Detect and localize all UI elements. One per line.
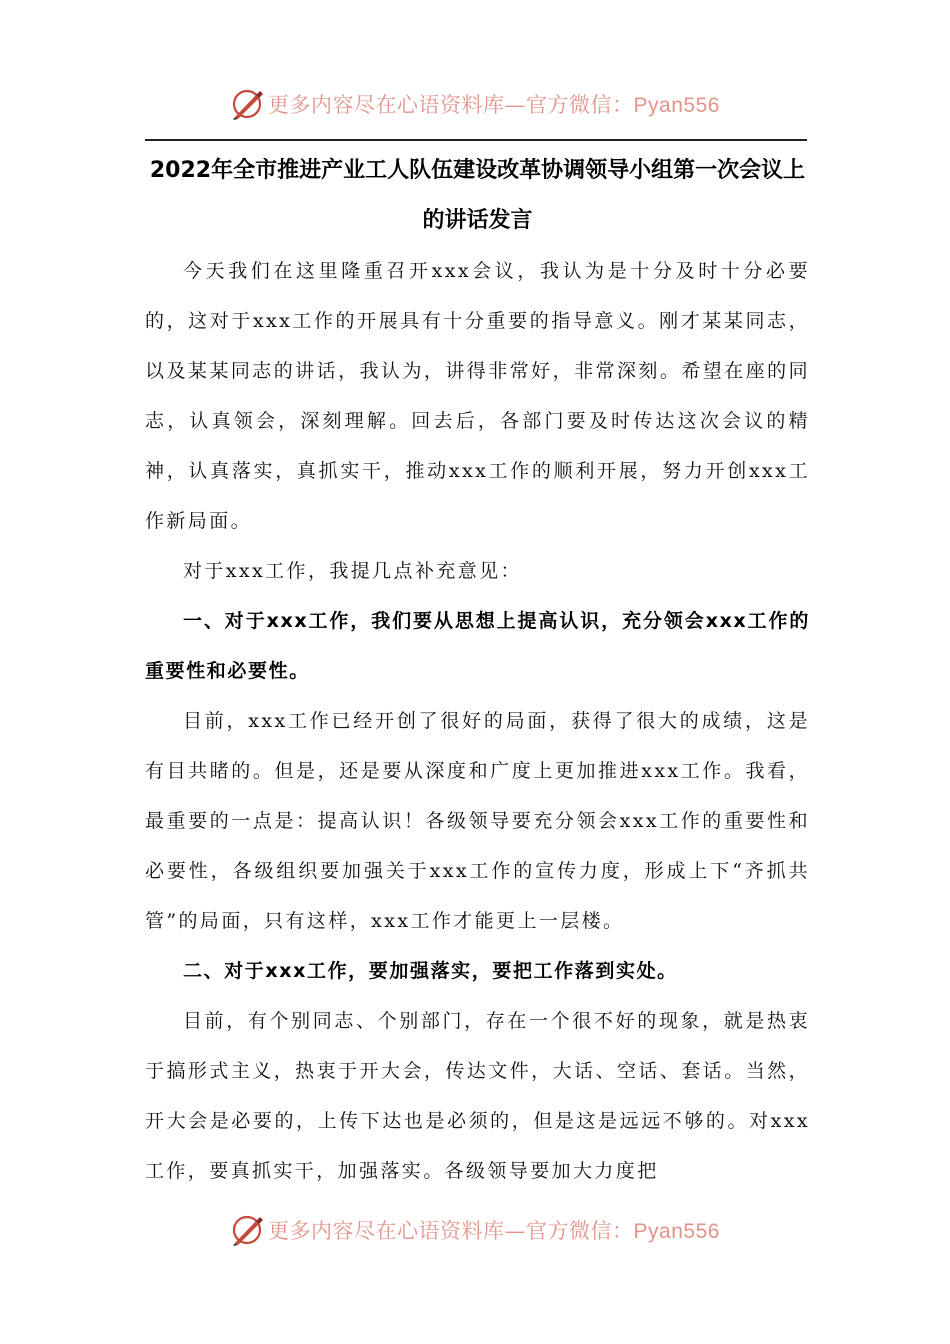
- section-heading-1: 一、对于xxx工作，我们要从思想上提高认识，充分领会xxx工作的重要性和必要性。: [145, 610, 810, 682]
- header-rule: [145, 139, 807, 141]
- watermark-banner-bottom: [0, 1210, 950, 1250]
- document-title: 2022年全市推进产业工人队伍建设改革协调领导小组第一次会议上的讲话发言: [149, 158, 806, 233]
- watermark-wechat-id: Pyan556: [633, 1220, 720, 1243]
- section-heading-2: 二、对于xxx工作，要加强落实，要把工作落到实处。: [183, 960, 678, 982]
- watermark-banner-top: [0, 84, 950, 124]
- paragraph-intro: 今天我们在这里隆重召开xxx会议，我认为是十分及时十分必要的，这对于xxx工作的开展具有十分重要的指导意义。刚才某某同志，以及某某同志的讲话，我认为，讲得非常好，非常深刻。希望在座的同志，认真领会，深刻理解。回去后，各部门要及时传达这次会议的精神，认真落实，真抓实干，推动xxx工作的顺利开展，努力开创xxx工作新局面。: [145, 260, 810, 532]
- paragraph-section-2: 目前，有个别同志、个别部门，存在一个很不好的现象，就是热衷于搞形式主义，热衷于开大会，传达文件，大话、空话、套话。当然，开大会是必要的，上传下达也是必须的，但是这是远远不够的。对xxx工作，要真抓实干，加强落实。各级领导要加大力度把: [145, 1010, 810, 1182]
- watermark-text: [268, 89, 720, 119]
- watermark-text: [268, 1215, 720, 1245]
- watermark-slogan: 更多内容尽在心语资料库—官方微信：: [268, 1219, 634, 1243]
- paragraph-section-1: 目前，xxx工作已经开创了很好的局面，获得了很大的成绩，这是有目共睹的。但是，还是要从深度和广度上更加推进xxx工作。我看，最重要的一点是：提高认识！各级领导要充分领会xxx工作的重要性和必要性，各级组织要加强关于xxx工作的宣传力度，形成上下“齐抓共管”的局面，只有这样，xxx工作才能更上一层楼。: [145, 710, 810, 932]
- watermark-slogan: 更多内容尽在心语资料库—官方微信：: [268, 93, 634, 117]
- pen-logo-icon: [230, 87, 264, 121]
- watermark-wechat-id: Pyan556: [633, 94, 720, 117]
- pen-logo-icon: [230, 1213, 264, 1247]
- paragraph-supplementary-opinions: 对于xxx工作，我提几点补充意见：: [183, 560, 522, 582]
- document-body: [145, 146, 810, 1196]
